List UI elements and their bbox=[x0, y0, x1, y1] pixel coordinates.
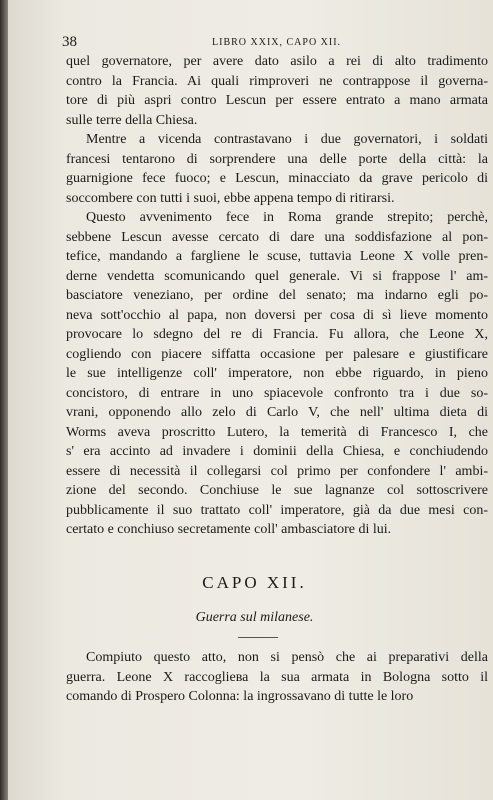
body-text-continued bbox=[66, 648, 488, 707]
paragraph bbox=[66, 130, 488, 208]
text-line: Compiuto questo atto, non si pensò che ai preparativi della bbox=[86, 650, 488, 665]
text-line: concistoro, di entrare in uno spiacevole confronto tra i due so- bbox=[66, 385, 488, 401]
text-line: basciatore veneziano, per ordine del senato; ma indarno egli po- bbox=[66, 288, 488, 303]
chapter-subtitle: Guerra sul milanese. bbox=[195, 610, 314, 625]
paragraph bbox=[66, 648, 488, 707]
text-line: guarnigione fece fuoco; e Lescun, minacciato da grave pericolo di bbox=[66, 171, 488, 186]
text-line: guerra. Leone X raccogliева la sua armata in Bologna sotto il bbox=[66, 669, 488, 685]
text-line: essere di necessità il collegarsi col primo per confondere l' ambi- bbox=[66, 463, 488, 479]
body-text bbox=[66, 52, 488, 540]
book-page bbox=[8, 0, 493, 800]
text-line: comando di Prospero Colonna: la ingrossavano di tutte le loro bbox=[66, 689, 414, 704]
text-line: soccombere con tutti i suoi, ebbe appena tempo di ritirarsi. bbox=[66, 190, 395, 206]
text-line: certato e conchiuso secretamente coll' ambasciatore di lui. bbox=[66, 522, 392, 537]
text-line: quel governatore, per avere dato asilo a rei di alto tradimento bbox=[66, 54, 488, 69]
paragraph bbox=[66, 52, 488, 130]
chapter-divider bbox=[238, 637, 278, 638]
book-gutter bbox=[0, 0, 8, 800]
text-line: Mentre a vicenda contrastavano i due governatori, i soldati bbox=[86, 132, 488, 147]
text-line: francesi tentarono di sorprendere una delle porte della città: la bbox=[66, 151, 488, 167]
text-line: tefice, mandando a fargliene le scuse, tuttavia Leone X volle pren- bbox=[66, 249, 488, 264]
text-line: Questo avvenimento fece in Roma grande strepito; perchè, bbox=[86, 210, 488, 225]
text-line: sulle terre della Chiesa. bbox=[66, 112, 198, 128]
text-line: tore di più aspri contro Lescun per essere entrato a mano armata bbox=[66, 93, 488, 108]
chapter-title: CAPO XII. bbox=[202, 573, 307, 592]
paragraph bbox=[66, 208, 488, 540]
text-line: derne vendetta scomunicando quel generale. Vi si frappose l' am- bbox=[66, 268, 488, 284]
text-line: Worms aveva proscritto Lutero, la temerità di Francesco I, che bbox=[66, 424, 488, 440]
page-number: 38 bbox=[62, 34, 77, 50]
running-title: LIBRO XXIX, CAPO XII. bbox=[212, 37, 342, 48]
text-line: pubblicamente il suo trattato coll' imperatore, già da due mesi con- bbox=[66, 502, 488, 518]
text-line: provocare lo sdegno del re di Francia. Fu allora, che Leone X, bbox=[66, 327, 488, 342]
text-line: cogliendo con piacere siffatta occasione per palesare e giustificare bbox=[66, 346, 488, 362]
text-line: neva sott'occhio al papa, non doversi per cosa di sì lieve momento bbox=[66, 307, 488, 323]
text-line: zione del secondo. Conchiuse le sue lagnanze col sottoscrivere bbox=[66, 483, 488, 498]
text-line: s' era accinto ad invadere i dominii della Chiesa, e conchiudendo bbox=[66, 444, 488, 459]
text-line: contro la Francia. Ai quali rimproveri ne contrappose il governa- bbox=[66, 73, 488, 89]
page-header bbox=[62, 34, 473, 50]
text-line: vrani, opponendo allo zelo di Carlo V, che nell' ultima dieta di bbox=[66, 405, 488, 420]
text-line: sebbene Lescun avesse cercato di dare una soddisfazione al pon- bbox=[66, 229, 488, 245]
text-line: le sue intelligenze coll' imperatore, non ebbe riguardo, in pieno bbox=[66, 366, 488, 381]
